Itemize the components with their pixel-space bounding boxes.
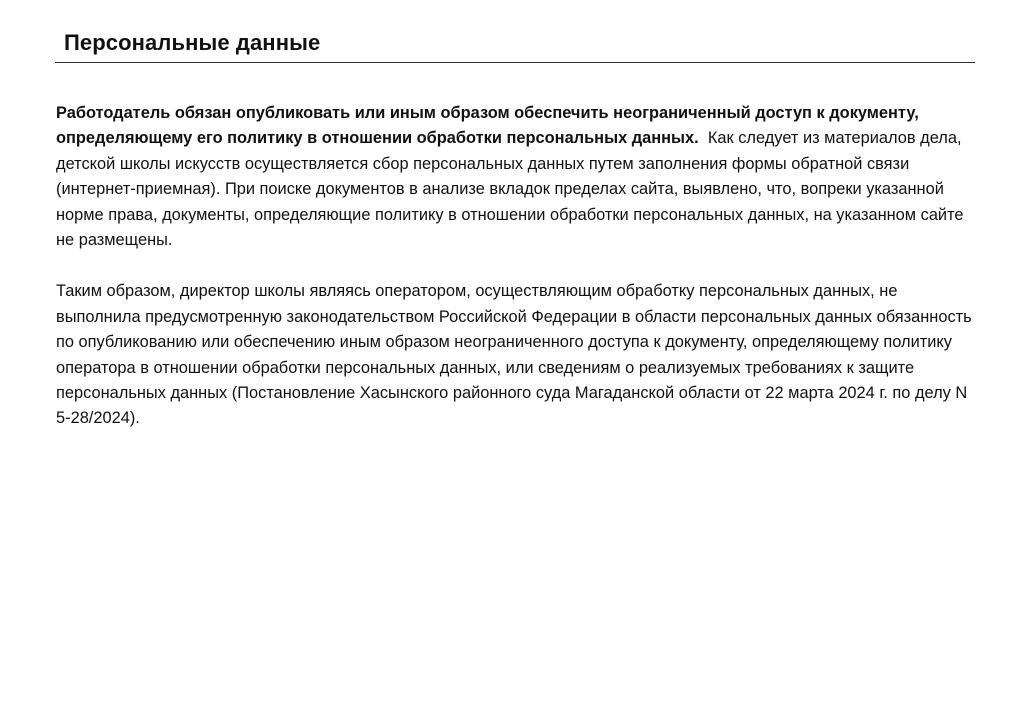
paragraph-1-bold: Работодатель обязан опубликовать или иным образом обеспечить неограниченный доступ к документу, определяющему его политику в отношении обработки персональных данных [56,104,919,148]
title-divider [55,62,975,63]
paragraph-1 [56,101,976,253]
paragraph-1-regular: Как следует из материалов дела, детской школы искусств осуществляется сбор персональных данных путем заполнения формы обратной связи (интернет-приемная). При поиске документов в анализе вкладок пределах сайта, выявлено, что, вопреки указанной норме права, документы, определяющие политику в отношении обработки персональных данных, на указанном сайте не размещены. [56,129,969,250]
slide-body [56,101,976,432]
paragraph-1-bold-tail: . [694,129,699,148]
slide-title: Персональные данные [64,30,321,55]
paragraph-2: Таким образом, директор школы являясь оператором, осуществляющим обработку персональных данных, не выполнила предусмотренную законодательством Российской Федерации в области персональных данных обязанность по опубликованию или обеспечению иным образом неограниченного доступа к документу, определяющему политику оператора в отношении обработки персональных данных, или сведениям о реализуемых требованиях к защите персональных данных (Постановление Хасынского районного суда Магаданской области от 22 марта 2024 г. по делу N 5-28/2024). [56,282,972,428]
